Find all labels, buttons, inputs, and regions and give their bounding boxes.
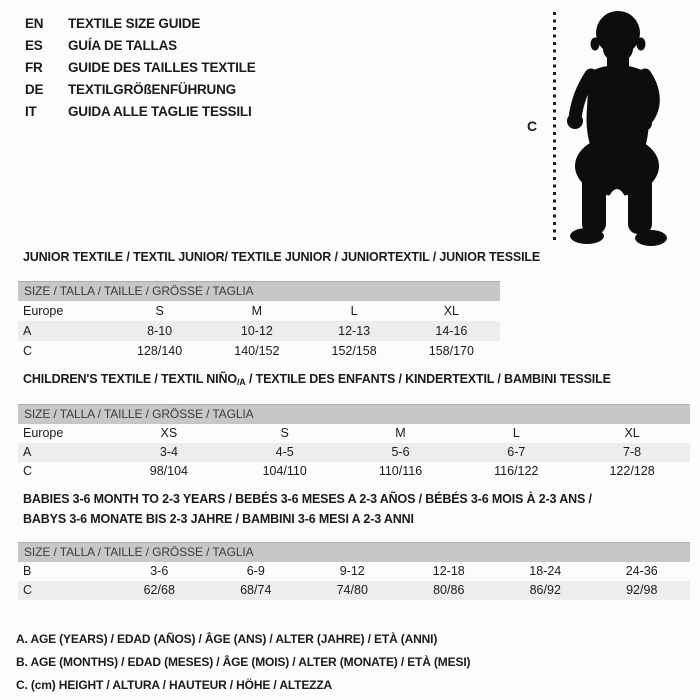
table-row-height [18, 341, 500, 361]
language-row-de [25, 79, 256, 101]
table-row-age [18, 321, 500, 341]
size-table-header: SIZE / TALLA / TAILLE / GRÖSSE / TAGLIA [18, 281, 500, 301]
babies-size-table [18, 542, 690, 600]
language-code: FR [25, 60, 43, 75]
height-cell: 158/170 [428, 344, 474, 358]
row-label: C [23, 583, 33, 597]
language-code: ES [25, 38, 43, 53]
height-cell: 104/110 [262, 464, 307, 478]
section-title-children-pre: CHILDREN'S TEXTILE / TEXTIL NIÑO [23, 372, 237, 386]
language-row-en [25, 13, 256, 35]
age-cell: 4-5 [275, 445, 294, 459]
language-code: EN [25, 16, 44, 31]
table-row-height [18, 581, 690, 600]
language-code: DE [25, 82, 44, 97]
height-cell: 62/68 [143, 583, 175, 597]
size-cell: M [251, 304, 263, 318]
guide-title-it: GUIDA ALLE TAGLIE TESSILI [68, 104, 252, 119]
language-row-fr [25, 57, 256, 79]
height-cell: 152/158 [331, 344, 377, 358]
size-cell: S [280, 426, 289, 440]
row-label: A [23, 324, 32, 338]
age-cell: 8-10 [147, 324, 173, 338]
table-row-age-months [18, 562, 690, 581]
age-cell: 9-12 [339, 564, 365, 578]
size-cell: L [350, 304, 358, 318]
height-cell: 128/140 [137, 344, 183, 358]
table-row-europe [18, 301, 500, 321]
size-cell: S [155, 304, 164, 318]
age-cell: 5-6 [391, 445, 410, 459]
guide-title-de: TEXTILGRÖßENFÜHRUNG [68, 82, 236, 97]
age-cell: 14-16 [435, 324, 468, 338]
language-title-list [25, 13, 256, 123]
age-cell: 18-24 [529, 564, 562, 578]
row-label: C [23, 344, 33, 358]
height-cell: 140/152 [234, 344, 280, 358]
table-row-height [18, 462, 690, 481]
height-cell: 74/80 [336, 583, 368, 597]
row-label: A [23, 445, 32, 459]
toddler-silhouette-icon [560, 8, 672, 246]
table-row-age [18, 443, 690, 462]
age-cell: 12-13 [338, 324, 371, 338]
junior-size-table [18, 281, 500, 361]
height-cell: 98/104 [149, 464, 189, 478]
size-table-header: SIZE / TALLA / TAILLE / GRÖSSE / TAGLIA [18, 542, 690, 562]
height-cell: 92/98 [626, 583, 658, 597]
height-cell: 122/128 [609, 464, 655, 478]
height-cell: 80/86 [433, 583, 465, 597]
row-label: B [23, 564, 32, 578]
table-row-europe [18, 424, 690, 443]
language-row-it [25, 101, 256, 123]
language-row-es [25, 35, 256, 57]
row-label: Europe [23, 304, 64, 318]
size-cell: M [395, 426, 406, 440]
height-measure-figure [520, 8, 685, 253]
age-cell: 10-12 [240, 324, 273, 338]
age-cell: 3-6 [150, 564, 169, 578]
height-measure-dashed-line [553, 12, 556, 241]
height-cell: 68/74 [240, 583, 272, 597]
guide-title-es: GUÍA DE TALLAS [68, 38, 177, 53]
age-cell: 6-9 [246, 564, 265, 578]
section-title-children-subscript: /A [236, 377, 246, 387]
size-cell: L [512, 426, 520, 440]
section-title-children-post: / TEXTILE DES ENFANTS / KINDERTEXTIL / BAMBINI TESSILE [245, 372, 611, 386]
footnote-height-cm: C. (cm) HEIGHT / ALTURA / HAUTEUR / HÖHE / ALTEZZA [16, 678, 333, 692]
height-measure-label: C [527, 118, 538, 134]
height-cell: 110/116 [378, 464, 423, 478]
section-title-babies-line2: BABYS 3-6 MONATE BIS 2-3 JAHRE / BAMBINI 3-6 MESI A 2-3 ANNI [23, 512, 414, 526]
guide-title-fr: GUIDE DES TAILLES TEXTILE [68, 60, 256, 75]
footnote-age-years: A. AGE (YEARS) / EDAD (AÑOS) / ÂGE (ANS) / ALTER (JAHRE) / ETÀ (ANNI) [16, 632, 438, 646]
size-cell: XS [160, 426, 178, 440]
footnote-age-months: B. AGE (MONTHS) / EDAD (MESES) / ÂGE (MOIS) / ALTER (MONATE) / ETÀ (MESI) [16, 655, 471, 669]
age-cell: 24-36 [625, 564, 658, 578]
age-cell: 3-4 [159, 445, 178, 459]
section-title-children [23, 372, 611, 387]
row-label: C [23, 464, 33, 478]
age-cell: 12-18 [432, 564, 465, 578]
footnote-legend [16, 628, 470, 697]
height-cell: 86/92 [529, 583, 561, 597]
age-cell: 6-7 [507, 445, 526, 459]
size-cell: XL [443, 304, 460, 318]
section-title-babies-line1: BABIES 3-6 MONTH TO 2-3 YEARS / BEBÉS 3-6 MESES A 2-3 AÑOS / BÉBÉS 3-6 MOIS À 2-3 ANS / [23, 492, 592, 506]
height-cell: 116/122 [494, 464, 539, 478]
row-label: Europe [23, 426, 64, 440]
guide-title-en: TEXTILE SIZE GUIDE [68, 16, 201, 31]
children-size-table [18, 404, 690, 481]
section-title-babies [23, 489, 592, 529]
size-cell: XL [624, 426, 640, 440]
section-title-junior: JUNIOR TEXTILE / TEXTIL JUNIOR/ TEXTILE JUNIOR / JUNIORTEXTIL / JUNIOR TESSILE [23, 250, 541, 264]
size-table-header: SIZE / TALLA / TAILLE / GRÖSSE / TAGLIA [18, 404, 690, 424]
language-code: IT [25, 104, 37, 119]
age-cell: 7-8 [623, 445, 642, 459]
